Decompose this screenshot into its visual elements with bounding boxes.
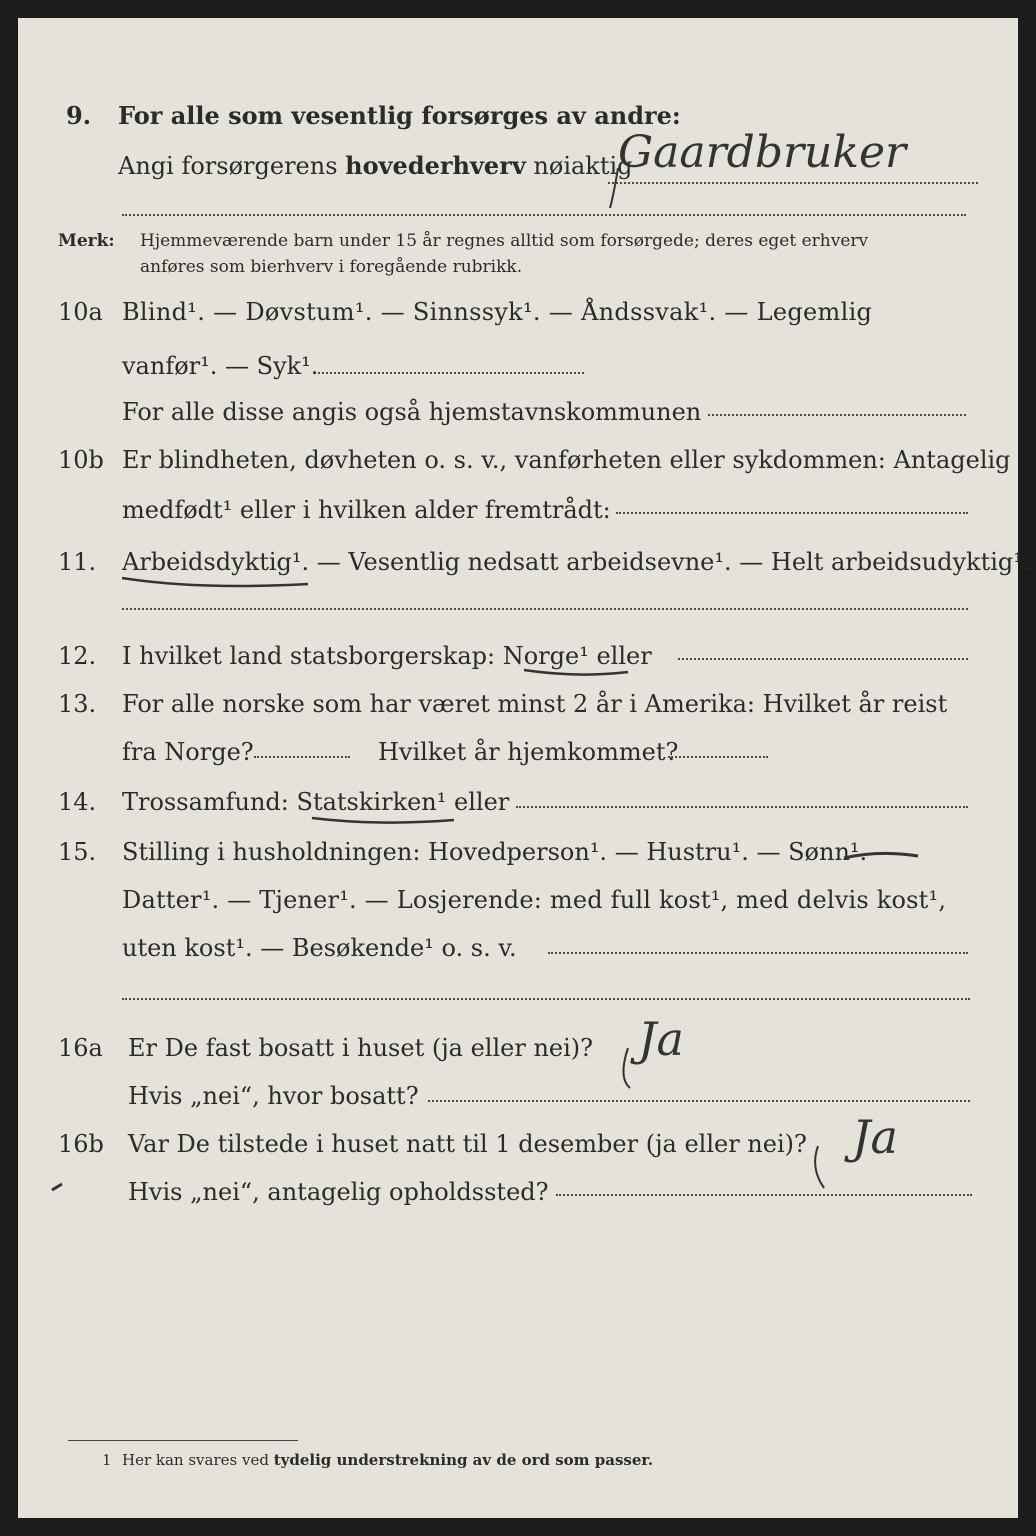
census-form-page: [18, 18, 1031, 1518]
q10b-line2: medfødt¹ eller i hvilken alder fremtrådt:: [122, 496, 611, 524]
q10a-line1: Blind¹. — Døvstum¹. — Sinnssyk¹. — Åndssvak¹. — Legemlig: [122, 298, 873, 326]
q10a-line3: For alle disse angis også hjemstavnskommunen: [122, 398, 702, 426]
q11-line: Arbeidsdyktig¹. — Vesentlig nedsatt arbeidsevne¹. — Helt arbeidsudyktig¹.: [122, 548, 1031, 576]
note-line1: Hjemmeværende barn under 15 år regnes alltid som forsørgede; deres eget erhverv: [140, 231, 869, 251]
q13-line1: For alle norske som har været minst 2 år i Amerika: Hvilket år reist: [122, 690, 948, 718]
q16a-line2: Hvis „nei“, hvor bosatt?: [128, 1082, 419, 1110]
q10a-number: 10a: [58, 298, 103, 326]
q9-number: 9.: [66, 101, 92, 130]
q14-number: 14.: [58, 788, 97, 816]
pen-marks: [18, 18, 1018, 1518]
q15-line3: uten kost¹. — Besøkende¹ o. s. v.: [122, 934, 517, 962]
q16b-handwritten-answer[interactable]: Ja: [852, 1110, 898, 1164]
q12-line: I hvilket land statsborgerskap: Norge¹ eller: [122, 642, 652, 670]
q13-line2b: Hvilket år hjemkommet?: [378, 738, 679, 766]
q15-option-selected[interactable]: Sønn¹: [788, 838, 860, 866]
note-label: Merk:: [58, 231, 115, 251]
q11-option-selected[interactable]: Arbeidsdyktig¹: [122, 548, 302, 576]
q10b-line1: Er blindheten, døvheten o. s. v., vanførheten eller sykdommen: Antagelig: [122, 446, 1011, 474]
q11-number: 11.: [58, 548, 97, 576]
q13-number: 13.: [58, 690, 97, 718]
q12-number: 12.: [58, 642, 97, 670]
q12-option-selected[interactable]: Norge¹: [502, 642, 589, 670]
q9-line2: Angi forsørgerens hovederhverv nøiaktig: [118, 151, 633, 180]
q16b-line1: Var De tilstede i huset natt til 1 desember (ja eller nei)?: [128, 1130, 807, 1158]
footnote-mark: 1: [102, 1451, 112, 1469]
footnote-separator: [68, 1440, 298, 1441]
q15-line2: Datter¹. — Tjener¹. — Losjerende: med full kost¹, med delvis kost¹,: [122, 886, 947, 914]
q15-line1: Stilling i husholdningen: Hovedperson¹. — Hustru¹. — Sønn¹. —: [122, 838, 899, 866]
q16a-number: 16a: [58, 1034, 103, 1062]
q16a-handwritten-answer[interactable]: Ja: [638, 1012, 684, 1066]
q16b-number: 16b: [58, 1130, 104, 1158]
q15-number: 15.: [58, 838, 97, 866]
q13-line2a: fra Norge?: [122, 738, 254, 766]
q14-option-selected[interactable]: Statskirken¹: [296, 788, 447, 816]
q10b-number: 10b: [58, 446, 104, 474]
q16a-line1: Er De fast bosatt i huset (ja eller nei)?: [128, 1034, 594, 1062]
q9-line1: For alle som vesentlig forsørges av andre:: [118, 101, 681, 130]
q14-line: Trossamfund: Statskirken¹ eller: [122, 788, 510, 816]
q10a-line2: vanfør¹. — Syk¹.: [122, 352, 319, 380]
note-line2: anføres som bierhverv i foregående rubrikk.: [140, 257, 523, 277]
q9-handwritten-answer[interactable]: Gaardbruker: [618, 127, 907, 178]
q16b-line2: Hvis „nei“, antagelig opholdssted?: [128, 1178, 549, 1206]
footnote-text: Her kan svares ved tydelig understrekning av de ord som passer.: [122, 1451, 654, 1469]
